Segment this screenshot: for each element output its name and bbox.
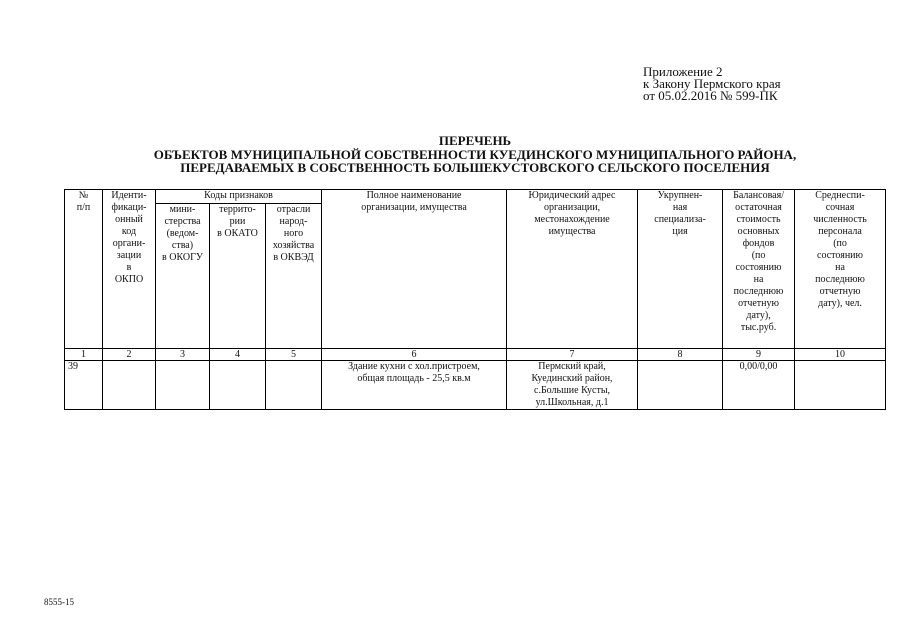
text-line: Здание кухни с хол.пристроем,	[348, 361, 480, 372]
text-line: (ведом-	[166, 228, 199, 239]
text-line: ства)	[171, 240, 194, 251]
text-line: отчетную	[738, 298, 779, 309]
text-line: стерства	[164, 216, 201, 227]
text-line: Пермский край,	[538, 361, 606, 372]
header-col-okato	[210, 204, 266, 349]
text-line: специализа-	[654, 214, 706, 225]
header-col-okogu	[156, 204, 210, 349]
text-line: мини-	[169, 204, 196, 215]
header-col-specialization	[638, 190, 723, 349]
text-line: тыс.руб.	[740, 322, 777, 333]
text-line: Иденти-	[111, 190, 147, 201]
text-line: сочная	[825, 202, 855, 213]
column-number-row	[65, 349, 886, 361]
cell-okogu	[156, 361, 210, 410]
header-col-name	[322, 190, 507, 349]
header-col-value	[723, 190, 795, 349]
column-number: 5	[266, 349, 322, 361]
column-number: 3	[156, 349, 210, 361]
text-line: зации	[116, 250, 142, 261]
text-line: основных	[737, 226, 780, 237]
text-line: Юридический адрес	[528, 190, 616, 201]
text-line: п/п	[76, 202, 91, 213]
text-line: в ОКАТО	[217, 228, 258, 239]
text-line: общая площадь - 25,5 кв.м	[357, 373, 471, 384]
cell-value: 0,00/0,00	[723, 361, 795, 410]
text-line: остаточная	[735, 202, 782, 213]
text-line: Куединский район,	[531, 373, 613, 384]
cell-okpo	[103, 361, 156, 410]
document-heading	[60, 134, 890, 175]
text-line: состоянию	[817, 250, 863, 261]
text-line: народ-	[279, 216, 308, 227]
text-line: дату), чел.	[818, 298, 862, 309]
text-line: Среднеспи-	[815, 190, 865, 201]
property-table	[64, 189, 886, 410]
cell-specialization	[638, 361, 723, 410]
text-line: террито-	[219, 204, 256, 215]
cell-okato	[210, 361, 266, 410]
cell-address	[507, 361, 638, 410]
text-line: местонахождение	[534, 214, 610, 225]
heading-title: ПЕРЕЧЕНЬ	[438, 133, 512, 148]
text-line: ОКПО	[114, 274, 144, 285]
text-line: на	[835, 262, 845, 273]
table-row	[65, 361, 886, 410]
appendix-line-3: от 05.02.2016 № 599-ПК	[643, 88, 778, 103]
text-line: Полное наименование	[366, 190, 462, 201]
text-line: последнюю	[733, 286, 784, 297]
column-number: 9	[723, 349, 795, 361]
column-number: 6	[322, 349, 507, 361]
text-line: фикаци-	[111, 202, 147, 213]
header-col-staff	[795, 190, 886, 349]
text-line: численность	[813, 214, 867, 225]
column-number: 4	[210, 349, 266, 361]
text-line: имущества	[548, 226, 596, 237]
heading-line-3: ПЕРЕДАВАЕМЫХ В СОБСТВЕННОСТЬ БОЛЬШЕКУСТОВСКОГО СЕЛЬСКОГО ПОСЕЛЕНИЯ	[180, 160, 770, 175]
table-header-row	[65, 190, 886, 204]
appendix-line-1: Приложение 2	[643, 64, 723, 79]
text-line: ция	[672, 226, 688, 237]
column-number: 8	[638, 349, 723, 361]
text-line: на	[753, 274, 764, 285]
header-col-okpo	[103, 190, 156, 349]
column-number: 2	[103, 349, 156, 361]
text-line: последнюю	[815, 274, 865, 285]
text-line: в ОКВЭД	[273, 252, 314, 263]
text-line: стоимость	[736, 214, 781, 225]
header-col-num	[65, 190, 103, 349]
text-line: фондов	[742, 238, 775, 249]
column-number: 7	[507, 349, 638, 361]
text-line: персонала	[818, 226, 862, 237]
text-line: организации, имущества	[361, 202, 467, 213]
text-line: онный	[115, 214, 143, 225]
column-number: 1	[65, 349, 103, 361]
header-col-address	[507, 190, 638, 349]
text-line: отрасли	[276, 204, 311, 215]
column-number: 10	[795, 349, 886, 361]
cell-staff	[795, 361, 886, 410]
text-line: ная	[672, 202, 688, 213]
text-line: органи-	[112, 238, 146, 249]
header-codes-group: Коды признаков	[156, 190, 322, 204]
text-line: ного	[283, 228, 304, 239]
text-line: дату),	[746, 310, 771, 321]
text-line: Балансовая/	[733, 190, 784, 201]
text-line: хозяйства	[272, 240, 315, 251]
text-line: №	[78, 190, 89, 201]
text-line: организации,	[543, 202, 601, 213]
text-line: в	[126, 262, 132, 273]
text-line: в ОКОГУ	[162, 252, 203, 263]
text-line: состоянию	[735, 262, 782, 273]
text-line: с.Большие Кусты,	[534, 385, 611, 396]
text-line: ул.Школьная, д.1	[535, 397, 609, 408]
text-line: отчетную	[819, 286, 861, 297]
header-col-okved	[266, 204, 322, 349]
cell-okved	[266, 361, 322, 410]
appendix-line-2: к Закону Пермского края	[643, 76, 781, 91]
heading-line-2: ОБЪЕКТОВ МУНИЦИПАЛЬНОЙ СОБСТВЕННОСТИ КУЕДИНСКОГО МУНИЦИПАЛЬНОГО РАЙОНА,	[153, 146, 797, 162]
text-line: код	[121, 226, 137, 237]
cell-num: 39	[65, 361, 103, 410]
cell-name	[322, 361, 507, 410]
text-line: рии	[229, 216, 246, 227]
page-code: 8555-15	[44, 597, 74, 607]
text-line: Укрупнен-	[657, 190, 703, 201]
appendix-note	[643, 66, 781, 102]
text-line: (по	[833, 238, 847, 249]
text-line: (по	[751, 250, 766, 261]
